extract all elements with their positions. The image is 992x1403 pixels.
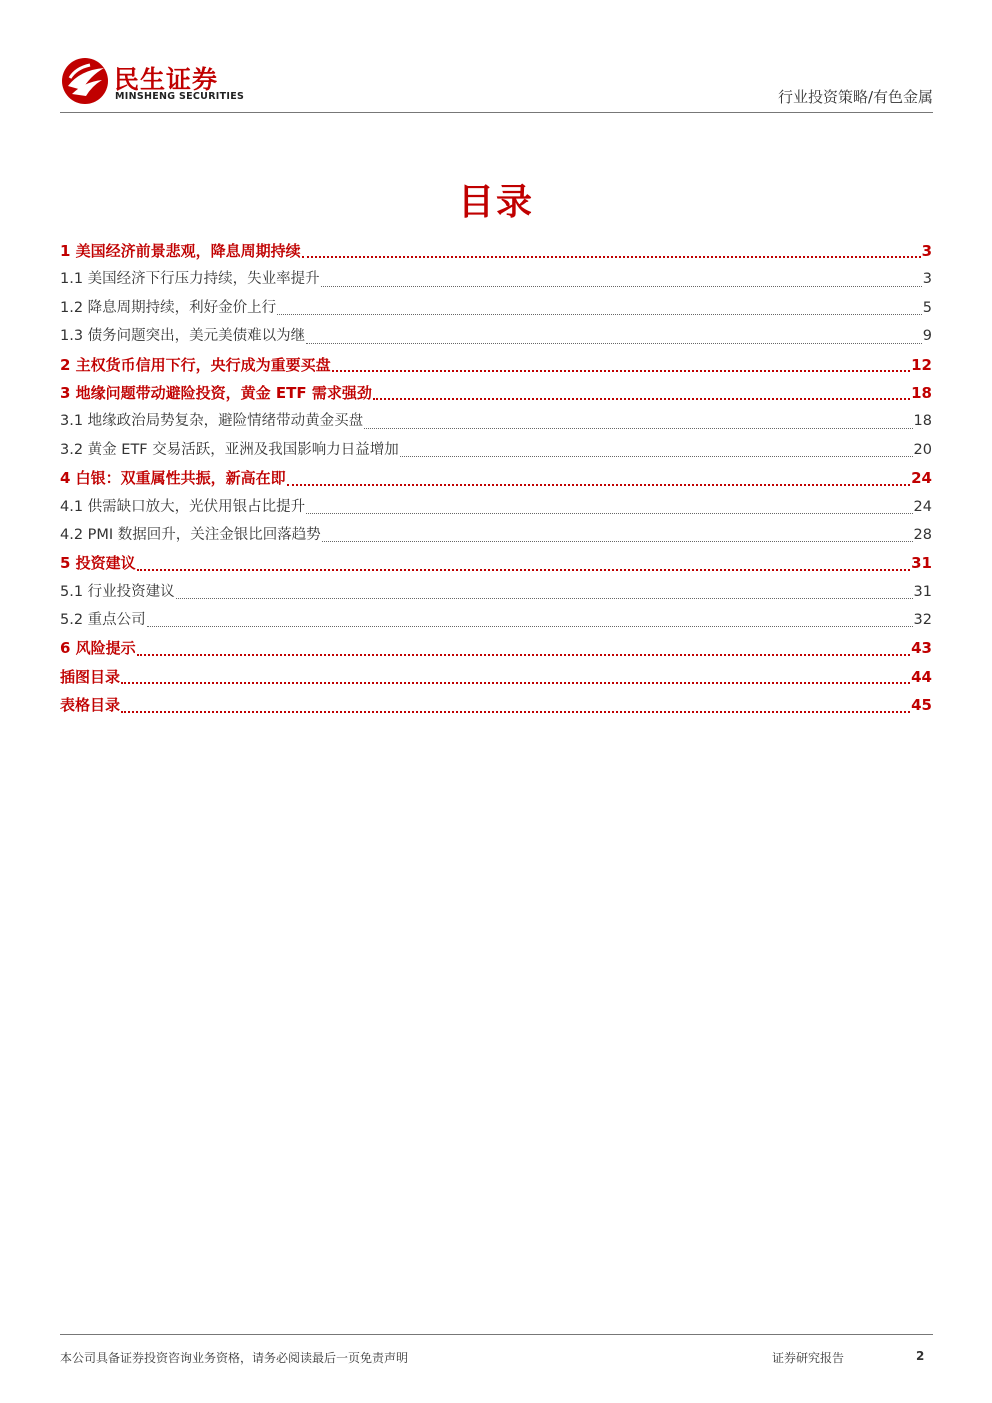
toc-entry-title: 4.2 PMI 数据回升，关注金银比回落趋势	[60, 526, 321, 543]
toc-entry-page: 31	[913, 583, 932, 600]
toc-dot-leader	[137, 654, 910, 656]
toc-entry-page: 3	[922, 271, 932, 288]
toc-entry[interactable]	[60, 436, 932, 464]
toc-entry-title: 3.2 黄金 ETF 交易活跃，亚洲及我国影响力日益增加	[60, 441, 399, 458]
toc-dot-leader	[306, 513, 912, 514]
toc-entry[interactable]	[60, 351, 932, 379]
toc-entry-title: 表格目录	[60, 696, 121, 715]
toc-entry-page: 45	[911, 696, 932, 715]
toc-entry-page: 24	[911, 469, 932, 488]
toc-dot-leader	[121, 682, 910, 684]
toc-entry[interactable]	[60, 493, 932, 521]
toc-entry[interactable]	[60, 464, 932, 492]
toc-entry[interactable]	[60, 606, 932, 634]
toc-entry-title: 5.1 行业投资建议	[60, 583, 175, 600]
toc-entry-page: 18	[911, 383, 932, 402]
brand-name-en: MINSHENG SECURITIES	[115, 91, 245, 102]
report-category: 行业投资策略/有色金属	[777, 88, 933, 106]
toc-entry-title: 1.1 美国经济下行压力持续，失业率提升	[60, 271, 320, 288]
toc-entry[interactable]	[60, 265, 932, 293]
toc-entry-title: 3 地缘问题带动避险投资，黄金 ETF 需求强劲	[60, 383, 372, 402]
toc-dot-leader	[306, 343, 922, 344]
toc-entry[interactable]	[60, 407, 932, 435]
toc-entry-page: 18	[913, 413, 932, 430]
toc-entry-page: 20	[913, 441, 932, 458]
footer-page-number: 2	[916, 1349, 925, 1363]
toc-dot-leader	[373, 398, 910, 400]
toc-dot-leader	[400, 456, 913, 457]
toc-dot-leader	[147, 626, 913, 627]
brand-name-cn: 民生证券	[114, 65, 219, 94]
toc-dot-leader	[121, 711, 910, 713]
toc-dot-leader	[364, 428, 912, 429]
toc-entry-title: 3.1 地缘政治局势复杂，避险情绪带动黄金买盘	[60, 413, 364, 430]
toc-dot-leader	[287, 484, 910, 486]
toc-entry[interactable]	[60, 322, 932, 350]
toc-entry-title: 5 投资建议	[60, 554, 136, 573]
toc-title: 目录	[457, 182, 534, 223]
toc-entry-page: 44	[911, 667, 932, 686]
toc-dot-leader	[322, 541, 913, 542]
toc-dot-leader	[321, 286, 922, 287]
toc-entry-page: 24	[913, 498, 932, 515]
toc-entry[interactable]	[60, 634, 932, 662]
company-logo	[60, 56, 260, 106]
toc-entry-title: 6 风险提示	[60, 639, 136, 658]
footer-disclaimer: 本公司具备证券投资咨询业务资格，请务必阅读最后一页免责声明	[60, 1351, 409, 1365]
toc-entry-page: 3	[921, 241, 932, 260]
toc-entry-page: 43	[911, 639, 932, 658]
header-divider	[60, 112, 933, 113]
toc-entry[interactable]	[60, 379, 932, 407]
toc-entry-title: 5.2 重点公司	[60, 612, 146, 629]
footer-doc-type: 证券研究报告	[772, 1351, 845, 1365]
toc-entry-title: 4.1 供需缺口放大，光伏用银占比提升	[60, 498, 306, 515]
toc-dot-leader	[176, 598, 913, 599]
minsheng-logo-icon	[60, 56, 110, 106]
toc-entry[interactable]	[60, 549, 932, 577]
toc-entry-page: 9	[922, 328, 932, 345]
toc-entry[interactable]	[60, 578, 932, 606]
toc-entry[interactable]	[60, 521, 932, 549]
toc-entry-title: 1.3 债务问题突出，美元美债难以为继	[60, 328, 306, 345]
toc-dot-leader	[302, 256, 921, 258]
toc-entry-title: 2 主权货币信用下行，央行成为重要买盘	[60, 355, 331, 374]
toc-entry-page: 12	[911, 355, 932, 374]
toc-entry-page: 31	[911, 554, 932, 573]
toc-entry[interactable]	[60, 691, 932, 719]
toc-entry[interactable]	[60, 663, 932, 691]
toc-dot-leader	[137, 569, 910, 571]
toc-entry[interactable]	[60, 294, 932, 322]
toc-entry-title: 1 美国经济前景悲观，降息周期持续	[60, 241, 301, 260]
footer-divider	[60, 1334, 933, 1335]
toc-dot-leader	[277, 314, 922, 315]
table-of-contents	[60, 237, 932, 720]
toc-entry-page: 5	[922, 299, 932, 316]
toc-entry-title: 4 白银：双重属性共振，新高在即	[60, 469, 286, 488]
toc-dot-leader	[332, 370, 910, 372]
toc-entry[interactable]	[60, 237, 932, 265]
toc-entry-title: 1.2 降息周期持续，利好金价上行	[60, 299, 277, 316]
toc-entry-page: 32	[913, 612, 932, 629]
toc-entry-title: 插图目录	[60, 667, 121, 686]
page-header	[60, 56, 933, 112]
toc-entry-page: 28	[913, 526, 932, 543]
